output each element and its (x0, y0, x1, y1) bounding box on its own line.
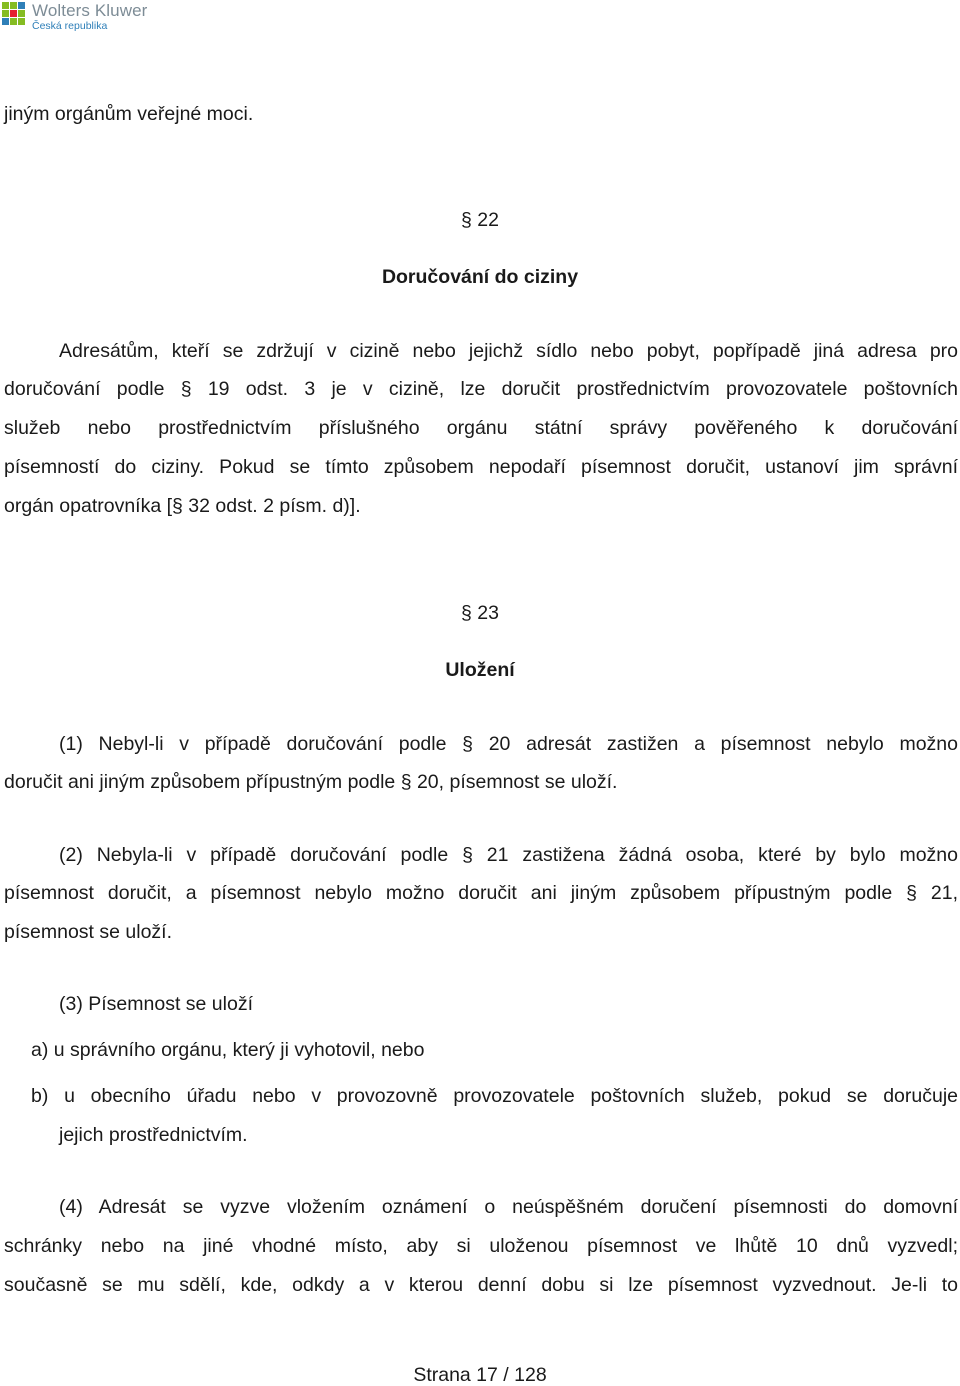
section-heading-23: Uložení (445, 659, 515, 681)
text-line: doručit ani jiným způsobem přípustným podle § 20, písemnost se uloží. (4, 771, 618, 793)
text-line: jiným orgánům veřejné moci. (4, 103, 254, 125)
list-item: a) u správního orgánu, který ji vyhotovil, nebo (31, 1039, 425, 1061)
publisher-logo (2, 2, 147, 32)
page-number: Strana 17 / 128 (413, 1364, 547, 1386)
logo-subtitle: Česká republika (32, 20, 108, 32)
text-line: (1) Nebyl-li v případě doručování podle § 20 adresát zastižen a písemnost nebylo možno (59, 733, 958, 755)
text-line: písemností do ciziny. Pokud se tímto způsobem nepodaří písemnost doručit, ustanoví jim správní (4, 456, 958, 478)
text-line: Adresátům, kteří se zdržují v cizině nebo jejichž sídlo nebo pobyt, popřípadě jiná adresa pro (59, 340, 958, 362)
list-item: b) u obecního úřadu nebo v provozovně provozovatele poštovních služeb, pokud se doručuje (31, 1085, 958, 1107)
text-line: doručování podle § 19 odst. 3 je v cizině, lze doručit prostřednictvím provozovatele poštovních (4, 378, 958, 400)
text-line: písemnost se uloží. (4, 921, 172, 943)
section-number-22: § 22 (461, 209, 499, 231)
text-line: písemnost doručit, a písemnost nebylo možno doručit ani jiným způsobem přípustným podle § 21, (4, 882, 958, 904)
wolters-kluwer-logo-icon (2, 2, 26, 32)
text-line: služeb nebo prostřednictvím příslušného orgánu státní správy pověřeného k doručování (4, 417, 958, 439)
text-line: (2) Nebyla-li v případě doručování podle § 21 zastižena žádná osoba, které by bylo možno (59, 844, 958, 866)
section-heading-22: Doručování do ciziny (381, 266, 579, 288)
logo-name: Wolters Kluwer (32, 1, 148, 20)
text-line: (4) Adresát se vyzve vložením oznámení o neúspěšném doručení písemnosti do domovní (59, 1196, 958, 1218)
text-line: současně se mu sdělí, kde, odkdy a v kterou denní dobu si lze písemnost vyzvednout. Je-li to (4, 1274, 958, 1296)
section-number-23: § 23 (461, 602, 499, 624)
text-line: jejich prostřednictvím. (59, 1124, 248, 1146)
text-line: schránky nebo na jiné vhodné místo, aby si uloženou písemnost ve lhůtě 10 dnů vyzvedl; (4, 1235, 958, 1257)
text-line: orgán opatrovníka [§ 32 odst. 2 písm. d)]. (4, 495, 361, 517)
text-line: (3) Písemnost se uloží (59, 993, 253, 1015)
